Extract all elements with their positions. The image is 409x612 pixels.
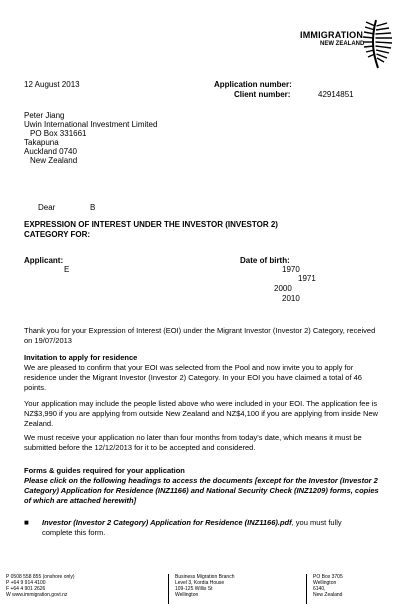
invitation-heading: Invitation to apply for residence [24, 353, 138, 362]
bullet-icon: ■ [24, 518, 29, 527]
forms-heading: Forms & guides required for your application [24, 466, 185, 475]
fee-paragraph: Your application may include the people listed above who were included in your EOI. The application fee is NZ$3,990 if you are applying from outside New Zealand and NZ$4,100 if you are applying from inside New Zealand. [24, 399, 378, 428]
footer-building: Level 3, Kordia House [175, 580, 225, 586]
footer-website[interactable]: W www.immigration.govt.nz [6, 592, 68, 598]
footer-branch: Business Migration Branch [175, 574, 235, 580]
application-number-label: Application number: [214, 80, 292, 89]
client-number: 42914851 [318, 90, 354, 99]
footer-street: 109-125 Willis St [175, 586, 213, 592]
footer-city: Wellington [175, 592, 199, 598]
logo-line2: NEW ZEALAND [320, 41, 365, 47]
address-company: Uwin International Investment Limited [24, 120, 158, 129]
applicant-initial: E [64, 265, 70, 274]
footer-phone: P 0508 558 855 (onshore only) [6, 574, 75, 580]
footer-divider [306, 574, 307, 604]
address-city: Auckland 0740 [24, 147, 77, 156]
forms-paragraph: Please click on the following headings to access the documents [except for the Investor (Investor 2 Category) Application for Residence (INZ1166) and National Security Check (INZ1209) forms, copies of which are attached herewith] [24, 476, 379, 505]
address-suburb: Takapuna [24, 138, 59, 147]
dob-value: 1971 [298, 274, 316, 283]
dob-label: Date of birth: [240, 256, 290, 265]
bullet-item [24, 518, 374, 538]
letter-date: 12 August 2013 [24, 80, 80, 89]
footer-divider [168, 574, 169, 604]
client-number-label: Client number: [234, 90, 291, 99]
footer-postal-city: Wellington [313, 580, 337, 586]
footer-country: New Zealand [313, 592, 343, 598]
salutation-initial: B [90, 203, 96, 212]
thanks-paragraph: Thank you for your Expression of Interest (EOI) under the Migrant Investor (Investor 2) Category, received on 19/07/2013 [24, 326, 376, 345]
invitation-paragraph: We are pleased to confirm that your EOI was selected from the Pool and now invite you to apply for residence under the Migrant Investor (Investor 2) Category. In your EOI you have claimed a total of 46 points. [24, 363, 362, 392]
salutation: Dear [38, 203, 56, 212]
bullet-text: , you must fully complete this form. [42, 518, 342, 537]
logo-line1: IMMIGRATION [300, 30, 364, 40]
footer-postcode: 6140, [313, 586, 326, 592]
footer-phone-intl: P +64 9 914 4100 [6, 580, 46, 586]
dob-value: 1970 [282, 265, 300, 274]
footer-pobox: PO Box 3705 [313, 574, 343, 580]
footer-fax: F +64 4 901 2626 [6, 586, 46, 592]
footer-postal [313, 574, 403, 598]
address-name: Peter Jiang [24, 111, 65, 120]
logo [300, 22, 400, 72]
footer-contact [6, 574, 156, 598]
deadline-paragraph: We must receive your application no later than four months from today's date, which means it must be submitted before the 12/12/2013 for it to be accepted and considered. [24, 433, 362, 452]
subject-line1: EXPRESSION OF INTEREST UNDER THE INVESTOR (INVESTOR 2) [24, 220, 278, 229]
dob-value: 2010 [282, 294, 300, 303]
applicant-label: Applicant: [24, 256, 64, 265]
footer-office [175, 574, 285, 598]
address-pobox: PO Box 331661 [30, 129, 87, 138]
address-country: New Zealand [30, 156, 78, 165]
fern-icon [360, 16, 396, 70]
subject-line2: CATEGORY FOR: [24, 230, 91, 239]
dob-value: 2000 [274, 284, 292, 293]
inz1166-link[interactable]: Investor (Investor 2 Category) Application for Residence (INZ1166).pdf [42, 518, 292, 527]
